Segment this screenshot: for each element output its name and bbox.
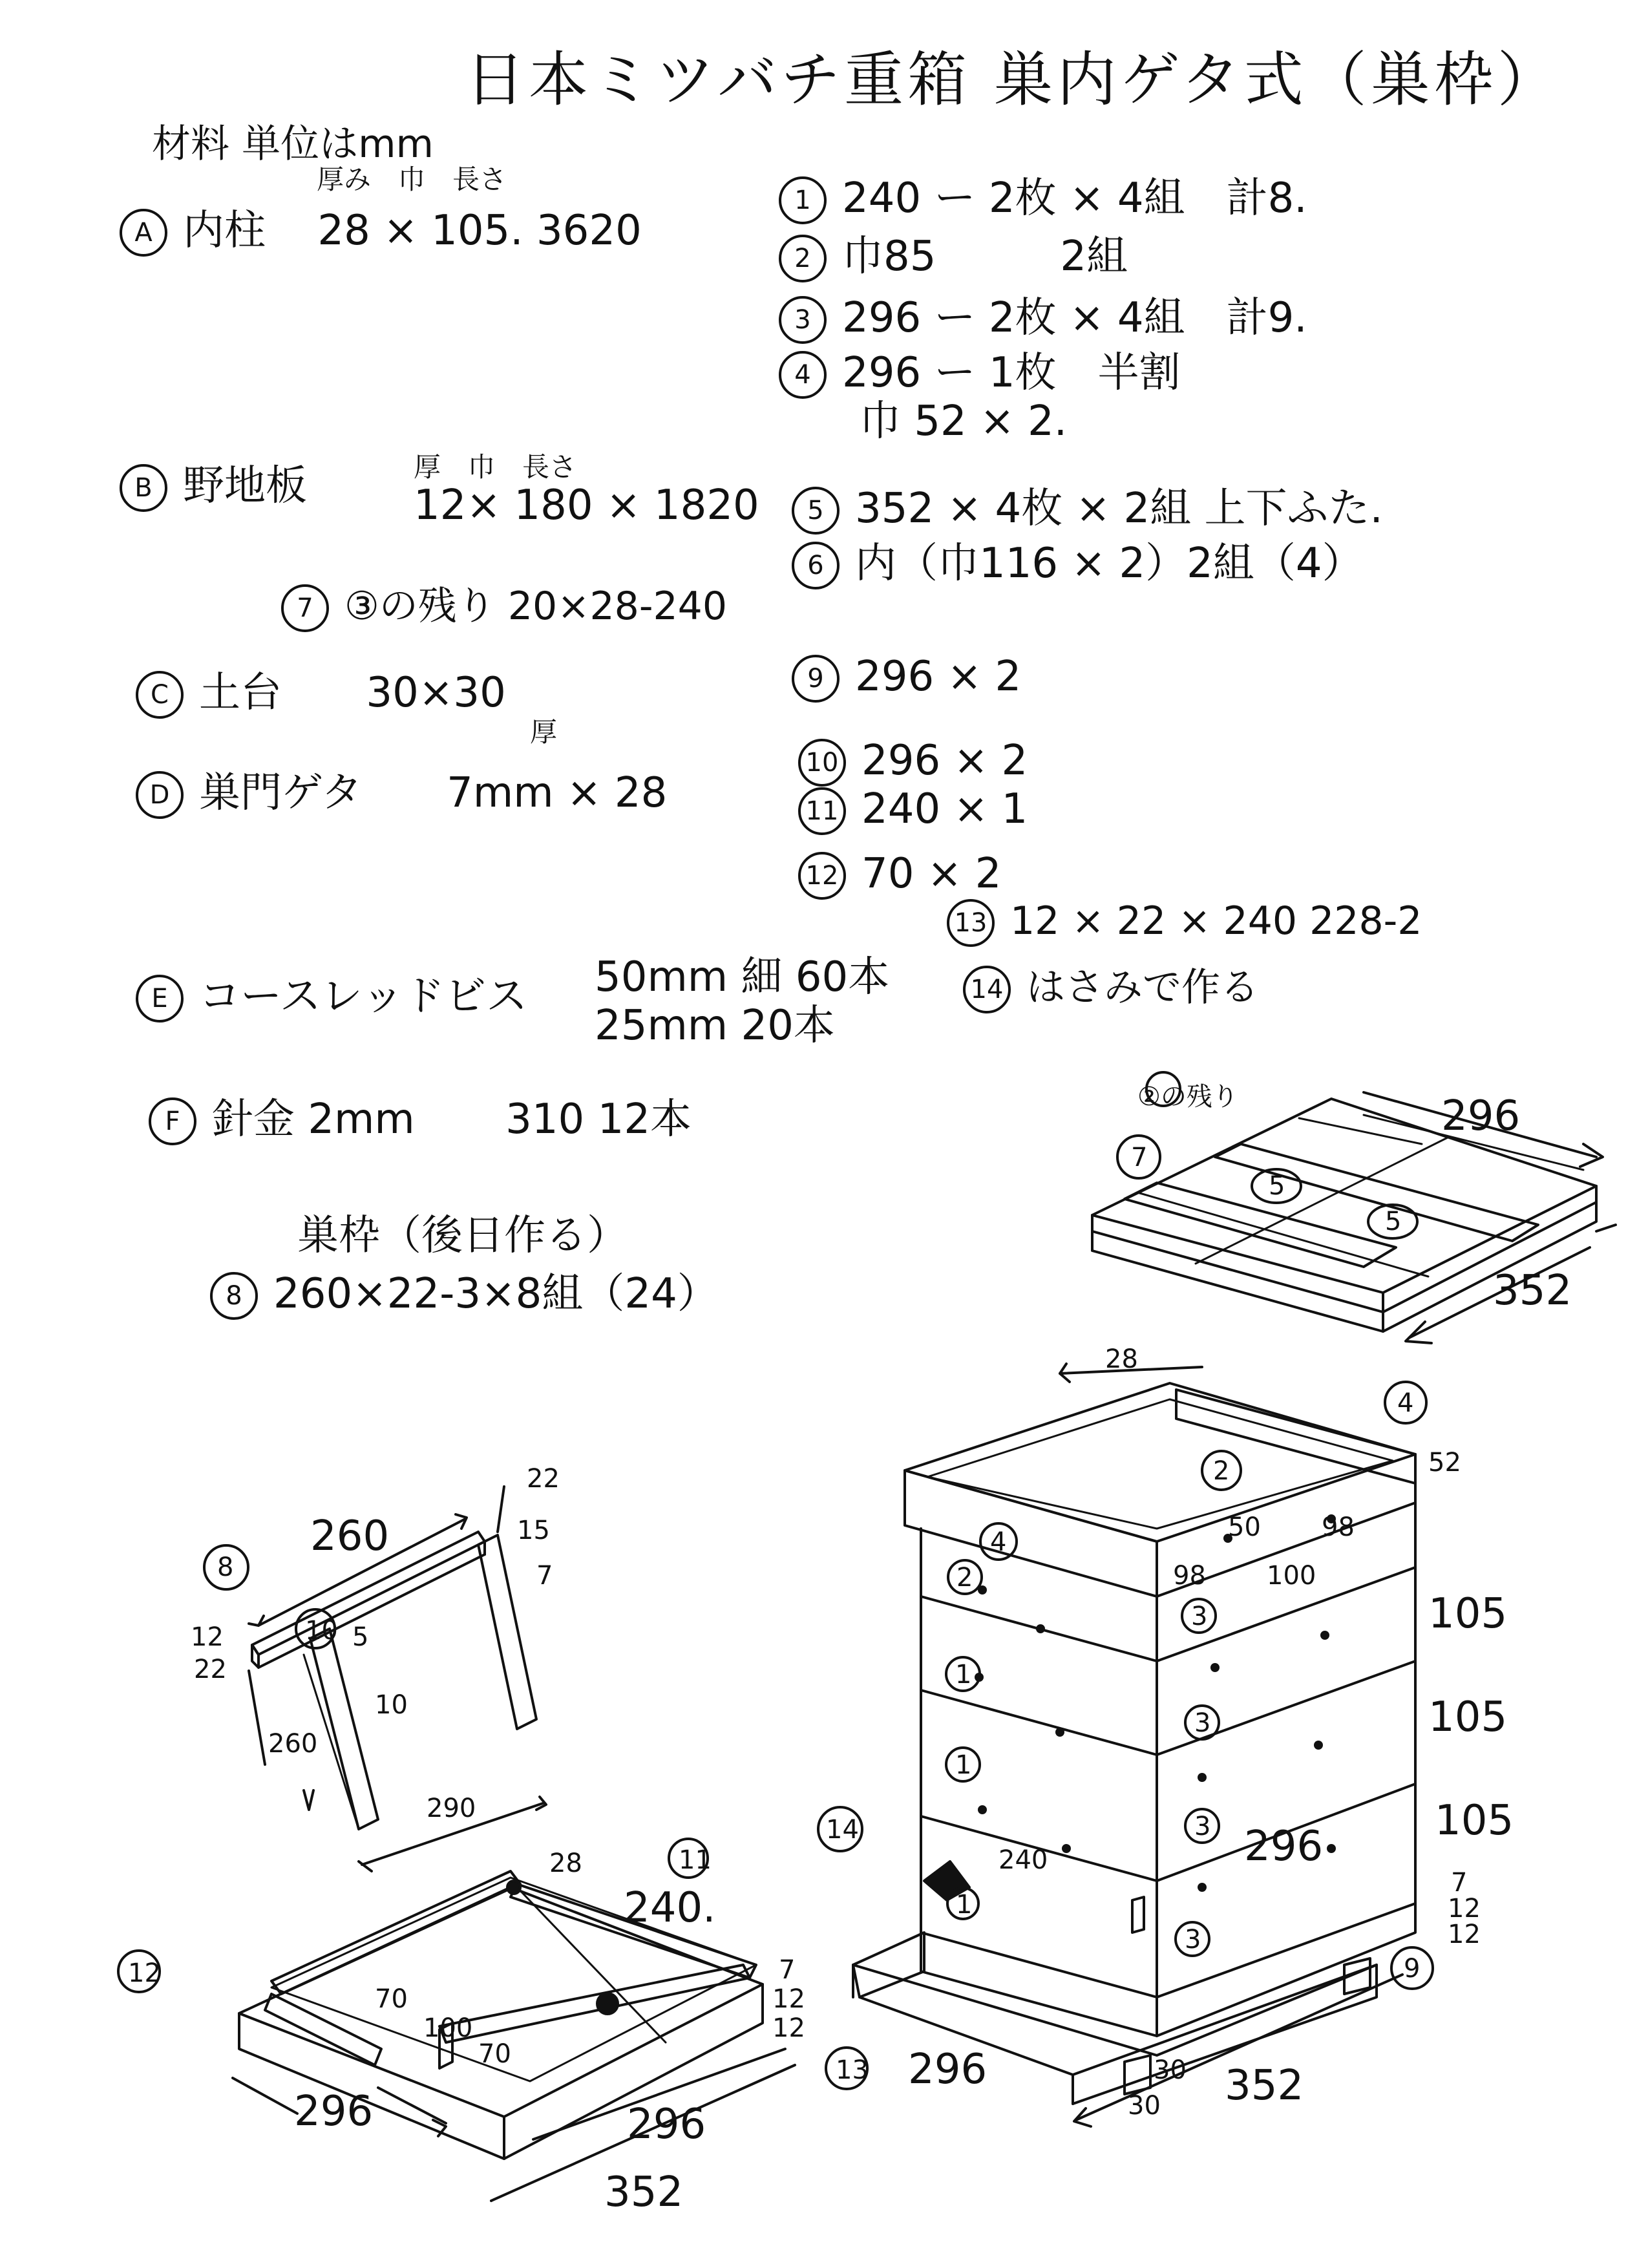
material-a-name: 内柱 — [183, 207, 266, 255]
material-e-name: コースレッドビス — [199, 973, 528, 1021]
frame-dim-290: 290 — [427, 1794, 476, 1823]
frame-dim-260: 260 — [268, 1729, 318, 1759]
box-mark-2b: 2 — [956, 1563, 973, 1593]
base-dim-7: 7 — [779, 1955, 796, 1985]
material-f-name: 針金 2mm — [212, 1096, 415, 1143]
material-d-sub: 厚 — [530, 716, 558, 748]
part-6-text: 内（巾116 × 2）2組（4） — [855, 540, 1364, 588]
box-dim-7: 7 — [1451, 1868, 1468, 1898]
box-mark-3c: 3 — [1194, 1812, 1211, 1841]
page-title: 日本ミツバチ重箱 巣内ゲタ式（巣枠） — [465, 45, 1561, 114]
material-b-sub: 厚 巾 長さ — [414, 451, 577, 483]
box-mark-3a: 3 — [1191, 1602, 1208, 1631]
material-f-spec: 310 12本 — [505, 1096, 692, 1143]
part-14-mark: 14 — [963, 966, 1011, 1013]
box-dim-50: 50 — [1228, 1512, 1261, 1542]
frame-mark-8: 8 — [217, 1553, 234, 1582]
base-dim-70b: 70 — [478, 2039, 511, 2069]
base-dim-70a: 70 — [375, 1984, 408, 2014]
base-dim-352: 352 — [604, 2168, 684, 2216]
box-mark-14: 14 — [826, 1815, 859, 1845]
box-dim-100: 100 — [1267, 1561, 1316, 1591]
material-a-spec: 28 × 105. 3620 — [317, 207, 642, 255]
material-e-mark: E — [136, 975, 184, 1023]
material-f-mark: F — [149, 1097, 196, 1145]
part-3-mark: 3 — [779, 296, 827, 344]
part-4-mark: 4 — [779, 351, 827, 399]
box-mark-1c: 1 — [956, 1890, 973, 1920]
box-dim-98a: 98 — [1322, 1512, 1355, 1542]
lid-mark-5a: 5 — [1269, 1171, 1285, 1201]
box-dim-105c: 105 — [1435, 1797, 1514, 1845]
box-dim-28: 28 — [1105, 1344, 1138, 1374]
material-b-spec: 12× 180 × 1820 — [414, 482, 759, 529]
box-mark-9: 9 — [1404, 1954, 1421, 1984]
part-1-mark: 1 — [779, 176, 827, 224]
frame-dim-22b: 22 — [194, 1655, 227, 1684]
box-dim-105a: 105 — [1428, 1590, 1508, 1638]
box-mark-3b: 3 — [1194, 1708, 1211, 1738]
lid-dim-w: 296 — [1441, 1092, 1521, 1140]
frame-dim-22: 22 — [527, 1464, 560, 1494]
base-dim-28: 28 — [549, 1849, 582, 1878]
lid-mark-5b: 5 — [1385, 1207, 1402, 1236]
box-mark-4b: 4 — [990, 1527, 1007, 1557]
base-dim-12a: 12 — [772, 1984, 805, 2014]
box-mark-1a: 1 — [955, 1660, 972, 1690]
part-13-mark: 13 — [947, 899, 995, 947]
material-7-text: ③の残り 20×28-240 — [344, 584, 728, 629]
base-mark-11: 11 — [679, 1845, 712, 1875]
box-dim-30b: 30 — [1128, 2091, 1161, 2121]
box-dim-105b: 105 — [1428, 1693, 1508, 1741]
base-dim-296a: 296 — [294, 2088, 374, 2136]
box-dim-296a: 296 — [1244, 1823, 1324, 1871]
materials-header: 材料 単位はmm — [152, 122, 434, 167]
part-4-text: 296 ー 1枚 半割 — [842, 349, 1181, 397]
base-mark-10: 10 — [305, 1616, 338, 1646]
box-dim-240: 240 — [998, 1845, 1048, 1875]
frame-drawing — [249, 1487, 546, 1871]
material-a-sub: 厚み 巾 長さ — [317, 164, 507, 195]
lid-label: ②の残り — [1137, 1082, 1238, 1112]
material-a-mark: A — [120, 209, 167, 257]
frame-dim-15: 15 — [517, 1516, 550, 1545]
part-4-sub: 巾 52 × 2. — [860, 397, 1068, 445]
part-2-text: 巾85 2組 — [842, 233, 1128, 281]
material-b-name: 野地板 — [183, 462, 307, 510]
part-11-mark: 11 — [798, 787, 846, 835]
box-dim-30a: 30 — [1154, 2055, 1187, 2085]
part-12-mark: 12 — [798, 852, 846, 900]
part-9-text: 296 × 2 — [855, 653, 1022, 701]
material-d-name: 巣門ゲタ — [199, 769, 363, 817]
part-12-text: 70 × 2 — [861, 850, 1002, 898]
material-8-mark: 8 — [210, 1272, 258, 1320]
box-mark-3d: 3 — [1185, 1925, 1201, 1955]
part-10-mark: 10 — [798, 739, 846, 787]
box-dim-12a: 12 — [1448, 1894, 1481, 1924]
part-6-mark: 6 — [792, 542, 840, 589]
box-dim-98b: 98 — [1173, 1561, 1206, 1591]
lid-dim-d: 352 — [1493, 1267, 1572, 1315]
base-dim-100: 100 — [423, 2013, 473, 2043]
part-9-mark: 9 — [792, 655, 840, 703]
material-8-text: 260×22-3×8組（24） — [273, 1270, 719, 1318]
part-14-text: はさみで作る — [1026, 965, 1259, 1010]
material-c-mark: C — [136, 671, 184, 719]
frame-dim-7: 7 — [536, 1561, 553, 1591]
part-11-text: 240 × 1 — [861, 785, 1028, 833]
base-dim-296b: 296 — [627, 2101, 706, 2148]
box-drawing — [853, 1364, 1415, 2126]
frame-dim-10: 10 — [375, 1690, 408, 1720]
part-5-mark: 5 — [792, 487, 840, 535]
box-mark-4: 4 — [1397, 1388, 1414, 1418]
part-5-text: 352 × 4枚 × 2組 上下ふた. — [855, 485, 1383, 533]
box-dim-52: 52 — [1428, 1448, 1461, 1478]
material-7-mark: 7 — [281, 584, 329, 632]
material-d-spec: 7mm × 28 — [447, 769, 668, 817]
part-2-mark: 2 — [779, 235, 827, 282]
base-mark-12: 12 — [128, 1958, 161, 1988]
frame-dim-12: 12 — [191, 1622, 224, 1652]
part-1-text: 240 ー 2枚 × 4組 計8. — [842, 175, 1307, 222]
base-dim-12b: 12 — [772, 2013, 805, 2043]
box-mark-1b: 1 — [955, 1750, 972, 1780]
base-mark-13: 13 — [836, 2055, 869, 2085]
frame-dim-5: 5 — [352, 1622, 369, 1652]
box-dim-12b: 12 — [1448, 1920, 1481, 1949]
material-b-mark: B — [120, 464, 167, 512]
material-d-mark: D — [136, 771, 184, 819]
material-c-name: 土台 — [199, 669, 282, 717]
box-dim-352: 352 — [1225, 2062, 1304, 2110]
material-e-spec2: 25mm 20本 — [595, 1002, 835, 1050]
base-dim-240: 240. — [624, 1884, 716, 1932]
box-mark-2: 2 — [1213, 1456, 1230, 1486]
part-13-text: 12 × 22 × 240 228-2 — [1010, 898, 1422, 944]
part-10-text: 296 × 2 — [861, 737, 1028, 785]
frame-note: 巣枠（後日作る） — [297, 1212, 628, 1260]
lid-mark-7: 7 — [1131, 1143, 1148, 1172]
material-c-spec: 30×30 — [366, 669, 506, 717]
material-e-spec1: 50mm 細 60本 — [595, 953, 890, 1001]
part-3-text: 296 ー 2枚 × 4組 計9. — [842, 294, 1307, 342]
frame-dim-top: 260 — [310, 1512, 390, 1560]
box-dim-296b: 296 — [908, 2046, 988, 2093]
